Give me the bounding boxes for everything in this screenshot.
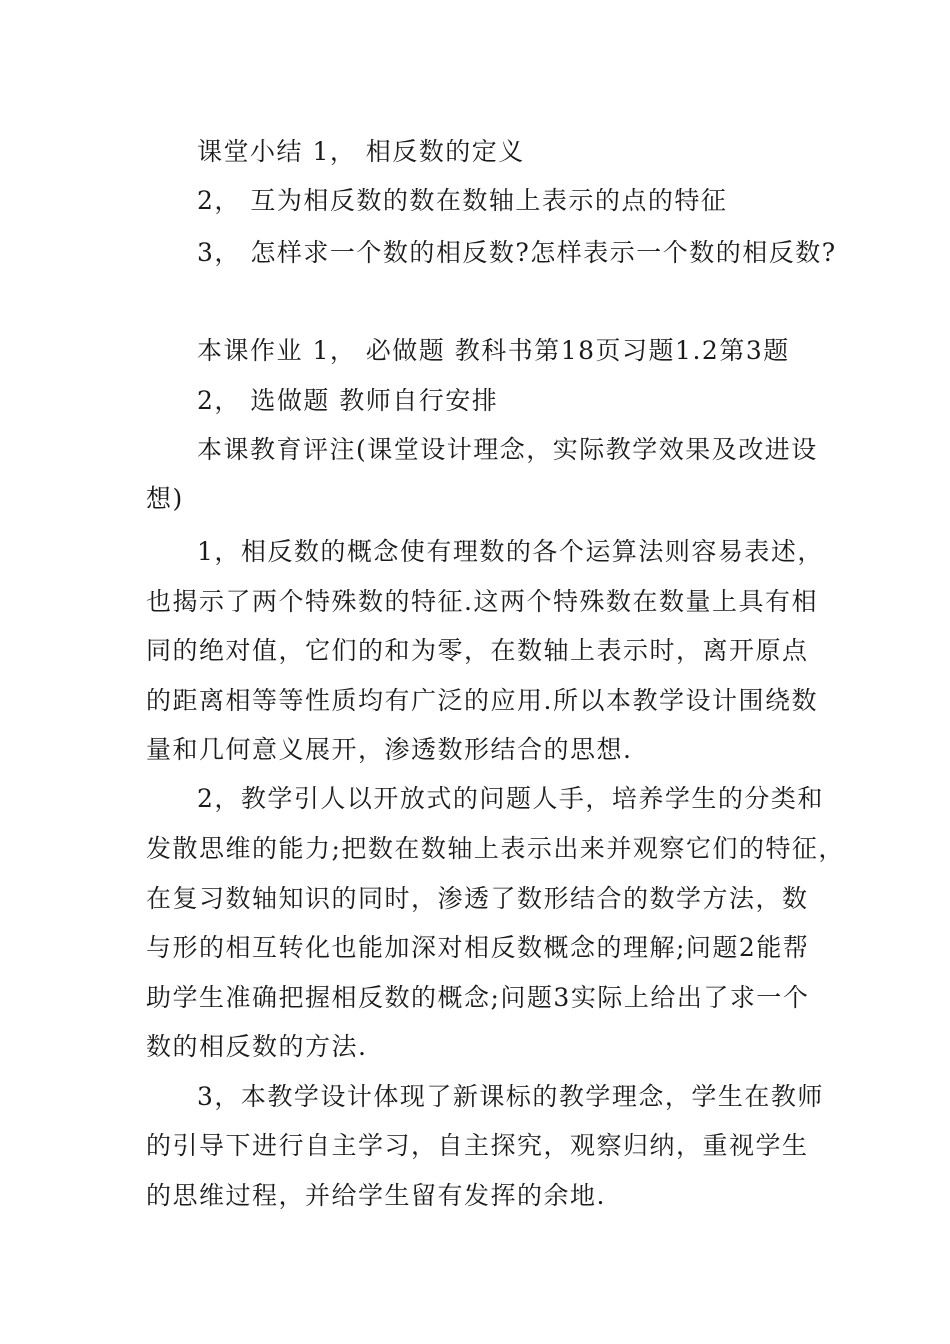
- summary-line-2: 2， 互为相反数的数在数轴上表示的点的特征: [197, 186, 728, 215]
- summary-line-1: 课堂小结 1， 相反数的定义: [197, 137, 525, 166]
- homework-line-2: 2， 选做题 教师自行安排: [197, 386, 499, 415]
- commentary-heading: 本课教育评注(课堂设计理念，实际教学效果及改进设: [197, 435, 818, 464]
- paragraph-1-line-1: 1，相反数的概念使有理数的各个运算法则容易表述，: [197, 537, 824, 566]
- paragraph-3-line-1: 3，本教学设计体现了新课标的教学理念，学生在教师: [197, 1082, 824, 1111]
- commentary-heading-cont: 想): [146, 484, 184, 513]
- paragraph-1-line-3: 同的绝对值，它们的和为零，在数轴上表示时，离开原点: [146, 636, 809, 665]
- paragraph-2-line-5: 助学生准确把握相反数的概念;问题3实际上给出了求一个: [146, 983, 810, 1012]
- homework-line-1: 本课作业 1， 必做题 教科书第18页习题1.2第3题: [197, 336, 790, 365]
- summary-line-3: 3， 怎样求一个数的相反数?怎样表示一个数的相反数?: [197, 238, 837, 267]
- paragraph-1-line-2: 也揭示了两个特殊数的特征.这两个特殊数在数量上具有相: [146, 587, 818, 616]
- paragraph-2-line-2: 发散思维的能力;把数在数轴上表示出来并观察它们的特征，: [146, 834, 845, 863]
- paragraph-2-line-3: 在复习数轴知识的同时，渗透了数形结合的数学方法，数: [146, 884, 809, 913]
- paragraph-3-line-3: 的思维过程，并给学生留有发挥的余地.: [146, 1181, 606, 1210]
- paragraph-2-line-6: 数的相反数的方法.: [146, 1032, 368, 1061]
- paragraph-2-line-4: 与形的相互转化也能加深对相反数概念的理解;问题2能帮: [146, 933, 810, 962]
- paragraph-1-line-5: 量和几何意义展开，渗透数形结合的思想.: [146, 735, 633, 764]
- paragraph-2-line-1: 2，教学引人以开放式的问题人手，培养学生的分类和: [197, 784, 824, 813]
- paragraph-3-line-2: 的引导下进行自主学习，自主探究，观察归纳，重视学生: [146, 1131, 809, 1160]
- paragraph-1-line-4: 的距离相等等性质均有广泛的应用.所以本教学设计围绕数: [146, 686, 818, 715]
